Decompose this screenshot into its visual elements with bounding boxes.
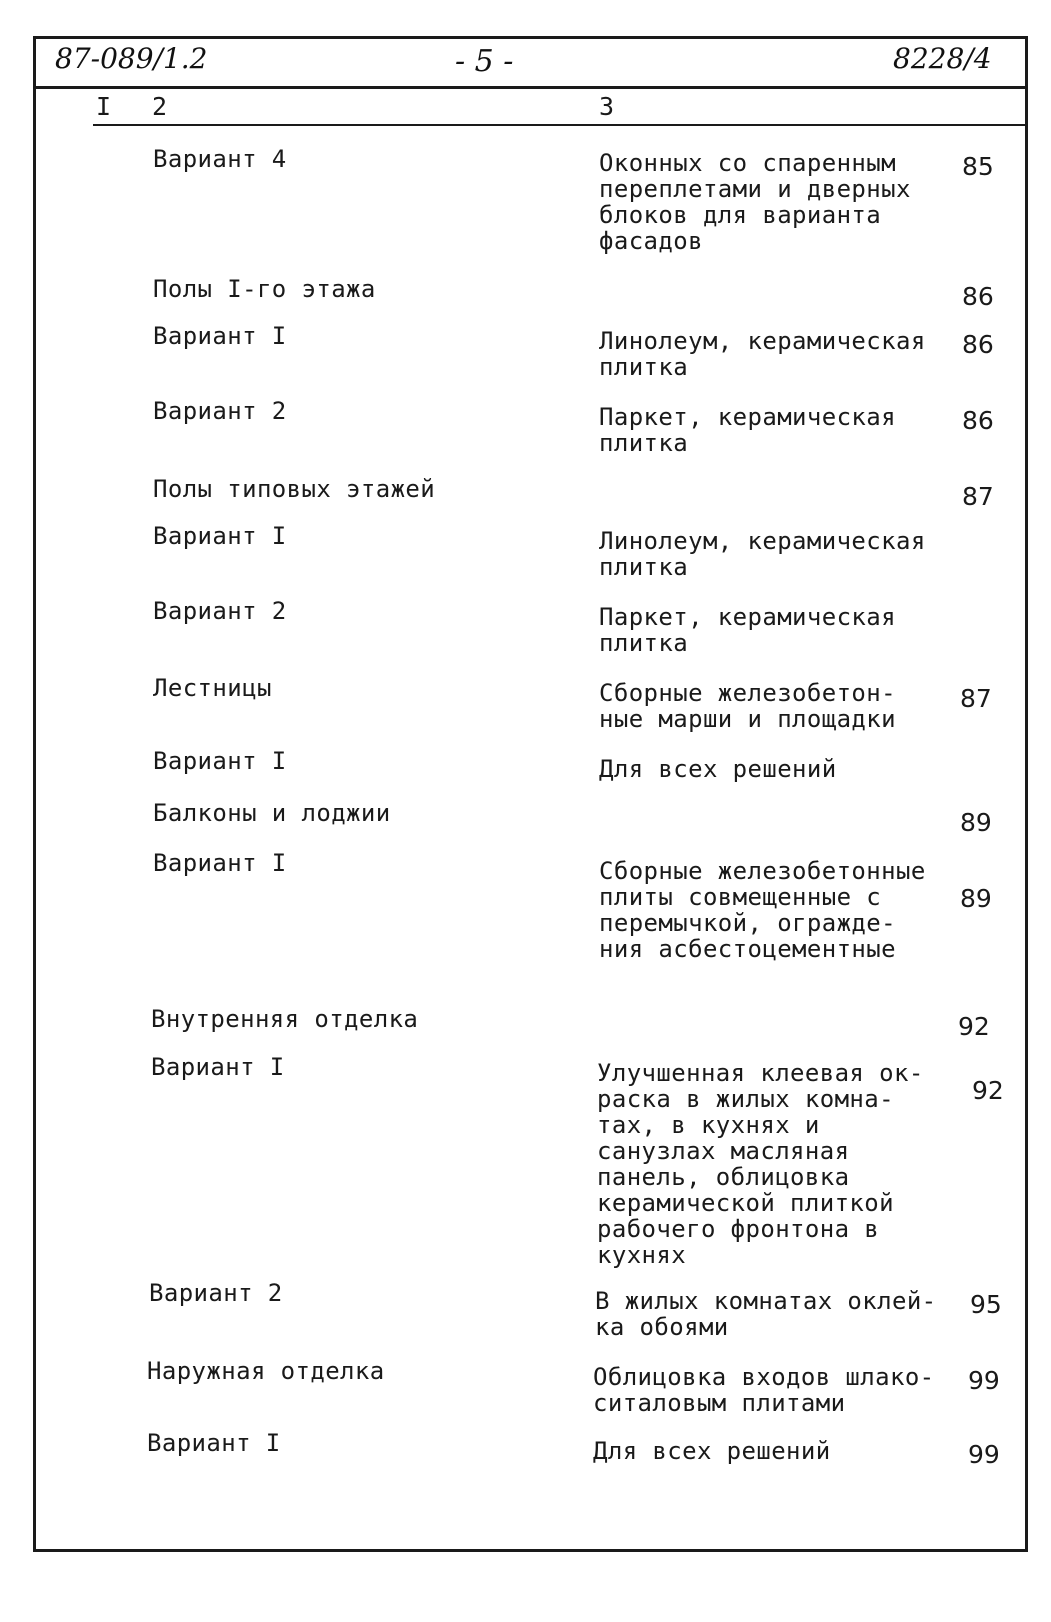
row-4-name: Полы типовых этажей [153,475,436,503]
column-number-1: I [96,92,112,121]
row-10-desc: Сборные железобетонные плиты совмещенные с перемычкой, огражде- ния асбестоцементные [599,857,926,963]
row-9-name: Балконы и лоджии [153,799,391,827]
row-1-page: 86 [962,282,994,311]
row-9-page: 89 [960,808,992,837]
row-3-name: Вариант 2 [153,397,287,425]
row-12-name: Вариант I [151,1053,285,1081]
row-10-name: Вариант I [153,849,287,877]
column-number-3: 3 [599,92,615,121]
row-0-page: 85 [962,152,994,181]
row-13-desc: В жилых комнатах оклей- ка обоями [595,1287,937,1341]
header-rule [33,86,1028,89]
row-15-desc: Для всех решений [593,1437,831,1465]
page-number: - 5 - [455,44,514,79]
row-14-name: Наружная отделка [147,1357,385,1385]
row-8-desc: Для всех решений [599,755,837,783]
row-3-page: 86 [962,406,994,435]
row-2-name: Вариант I [153,322,287,350]
row-14-desc: Облицовка входов шлако- ситаловым плитами [593,1363,935,1417]
row-1-name: Полы I-го этажа [153,275,376,303]
row-5-name: Вариант I [153,522,287,550]
row-14-page: 99 [968,1366,1000,1395]
row-6-desc: Паркет, керамическая плитка [599,603,896,657]
row-10-page: 89 [960,884,992,913]
row-8-name: Вариант I [153,747,287,775]
row-15-name: Вариант I [147,1429,281,1457]
row-7-page: 87 [960,684,992,713]
row-13-page: 95 [970,1290,1002,1319]
row-5-desc: Линолеум, керамическая плитка [599,527,926,581]
document-code-left: 87-089/1.2 [55,42,208,75]
row-12-desc: Улучшенная клеевая ок- раска в жилых комна- тах, в кухнях и санузлах масляная панель, облицовка керамической плиткой рабочего фронтона в кухнях [597,1059,924,1269]
row-11-page: 92 [958,1012,990,1041]
row-3-desc: Паркет, керамическая плитка [599,403,896,457]
row-13-name: Вариант 2 [149,1279,283,1307]
row-7-desc: Сборные железобетон- ные марши и площадки [599,679,896,733]
column-header-rule [93,124,1028,126]
column-number-2: 2 [152,92,168,121]
row-4-page: 87 [962,482,994,511]
row-15-page: 99 [968,1440,1000,1469]
row-12-page: 92 [972,1076,1004,1105]
row-2-desc: Линолеум, керамическая плитка [599,327,926,381]
row-7-name: Лестницы [153,674,272,702]
row-0-name: Вариант 4 [153,145,287,173]
row-11-name: Внутренняя отделка [151,1005,419,1033]
row-6-name: Вариант 2 [153,597,287,625]
document-code-right: 8228/4 [893,42,992,75]
row-2-page: 86 [962,330,994,359]
row-0-desc: Оконных со спаренным переплетами и дверных блоков для варианта фасадов [599,149,911,255]
